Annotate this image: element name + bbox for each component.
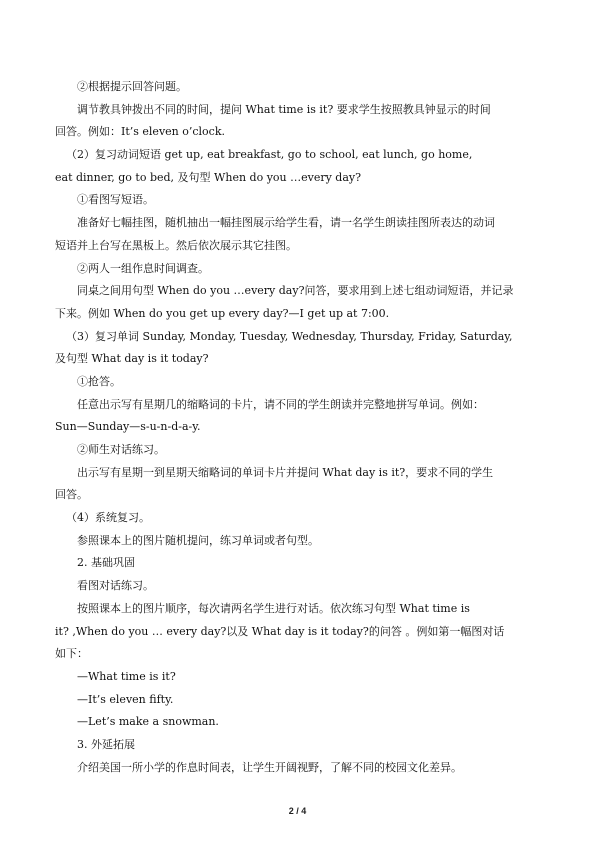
- text-line: 调节教具钟拨出不同的时间，提问 What time is it? 要求学生按照教具钟显示的时间: [77, 102, 491, 116]
- text-line: 下来。例如 When do you get up every day?—I get up at 7:00.: [55, 306, 390, 320]
- text-line: 如下：: [55, 647, 88, 661]
- text-line: （4）系统复习。: [66, 511, 150, 525]
- text-line: eat dinner, go to bed, 及句型 When do you …every day?: [55, 170, 362, 184]
- text-line: 准备好七幅挂图，随机抽出一幅挂图展示给学生看，请一名学生朗读挂图所表达的动词: [77, 216, 495, 230]
- text-line: 短语并上台写在黑板上。然后依次展示其它挂图。: [55, 238, 297, 252]
- text-line: ②根据提示回答问题。: [77, 80, 187, 93]
- text-line: —Let’s make a snowman.: [77, 715, 219, 729]
- text-line: 同桌之间用句型 When do you …every day?问答，要求用到上述七组动词短语，并记录: [77, 284, 514, 298]
- text-line: 回答。: [55, 488, 88, 502]
- text-line: （2）复习动词短语 get up, eat breakfast, go to school, eat lunch, go home,: [66, 148, 473, 162]
- text-line: —It’s eleven fifty.: [77, 692, 174, 706]
- text-line: 参照课本上的图片随机提问，练习单词或者句型。: [77, 533, 319, 547]
- text-line: 2. 基础巩固: [77, 556, 135, 570]
- text-line: 介绍美国一所小学的作息时间表，让学生开阔视野，了解不同的校园文化差异。: [77, 760, 462, 774]
- text-line: 按照课本上的图片顺序，每次请两名学生进行对话。依次练习句型 What time is: [77, 601, 470, 615]
- text-line: 任意出示写有星期几的缩略词的卡片，请不同的学生朗读并完整地拼写单词。例如：: [77, 397, 484, 411]
- text-line: it? ,When do you … every day?以及 What day is it today?的问答 。例如第一幅图对话: [55, 624, 505, 638]
- text-line: 回答。例如：It’s eleven o’clock.: [55, 125, 225, 139]
- text-line: ②师生对话练习。: [77, 443, 165, 456]
- text-line: （3）复习单词 Sunday, Monday, Tuesday, Wednesday, Thursday, Friday, Saturday,: [66, 329, 513, 343]
- text-line: 3. 外延拓展: [77, 737, 135, 751]
- text-line: 出示写有星期一到星期天缩略词的单词卡片并提问 What day is it?，要求不同的学生: [77, 465, 494, 479]
- text-line: —What time is it?: [77, 669, 176, 683]
- text-line: ①抢答。: [77, 374, 121, 388]
- text-line: Sun—Sunday—s-u-n-d-a-y.: [55, 420, 201, 434]
- text-line: 及句型 What day is it today?: [55, 352, 209, 366]
- text-line: ①看图写短语。: [77, 193, 154, 207]
- page-number: 2 / 4: [288, 806, 307, 816]
- page-body: [55, 76, 545, 779]
- text-line: 看图对话练习。: [77, 579, 154, 593]
- text-line: ②两人一组作息时间调查。: [77, 261, 209, 275]
